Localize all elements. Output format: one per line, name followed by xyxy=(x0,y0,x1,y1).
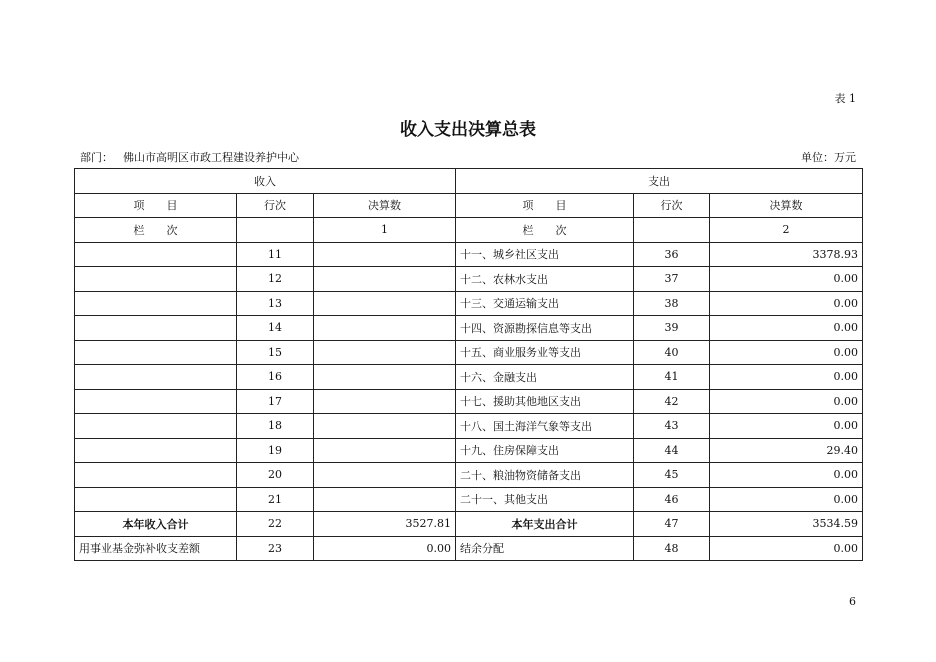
expense-item-cell: 十二、农林水支出 xyxy=(456,267,634,292)
expense-line-cell: 44 xyxy=(634,438,710,463)
department-label: 部门： xyxy=(80,151,113,164)
income-line-cell: 12 xyxy=(237,267,314,292)
income-amount-cell: 0.00 xyxy=(314,536,456,561)
expense-amount-cell: 0.00 xyxy=(710,340,863,365)
expense-item-header: 项 目 xyxy=(456,193,634,218)
table-number: 表 1 xyxy=(834,92,856,105)
income-line-cell: 17 xyxy=(237,389,314,414)
expense-line-cell: 37 xyxy=(634,267,710,292)
income-amount-cell xyxy=(314,414,456,439)
income-line-cell: 16 xyxy=(237,365,314,390)
page-title: 收入支出决算总表 xyxy=(400,120,536,140)
unit-label: 单位：万元 xyxy=(801,151,856,164)
income-amount-cell xyxy=(314,242,456,267)
income-item-header: 项 目 xyxy=(75,193,237,218)
income-line-cell: 22 xyxy=(237,512,314,537)
expense-amount-cell: 0.00 xyxy=(710,365,863,390)
expense-line-cell: 45 xyxy=(634,463,710,488)
income-line-cell: 11 xyxy=(237,242,314,267)
expense-amount-cell: 29.40 xyxy=(710,438,863,463)
expense-item-cell: 十七、援助其他地区支出 xyxy=(456,389,634,414)
table-row xyxy=(75,242,863,267)
column-number-label: 栏 次 xyxy=(75,218,237,243)
income-item-cell xyxy=(75,463,237,488)
income-item-cell xyxy=(75,267,237,292)
income-amount-cell xyxy=(314,365,456,390)
expense-item-cell: 十六、金融支出 xyxy=(456,365,634,390)
expense-item-cell: 十八、国土海洋气象等支出 xyxy=(456,414,634,439)
income-item-cell xyxy=(75,389,237,414)
table-row xyxy=(75,340,863,365)
table-row xyxy=(75,536,863,561)
income-item-cell xyxy=(75,438,237,463)
expense-line-cell: 38 xyxy=(634,291,710,316)
income-item-cell: 本年收入合计 xyxy=(75,512,237,537)
expense-column-number: 2 xyxy=(710,218,863,243)
expense-line-cell: 46 xyxy=(634,487,710,512)
income-item-cell xyxy=(75,242,237,267)
expense-amount-cell: 0.00 xyxy=(710,463,863,488)
expense-line-cell: 47 xyxy=(634,512,710,537)
expense-amount-cell: 0.00 xyxy=(710,267,863,292)
page-number: 6 xyxy=(849,595,856,608)
expense-line-cell: 42 xyxy=(634,389,710,414)
income-amount-cell xyxy=(314,389,456,414)
expense-item-cell: 十五、商业服务业等支出 xyxy=(456,340,634,365)
column-header-row xyxy=(75,193,863,218)
expense-item-cell: 结余分配 xyxy=(456,536,634,561)
income-amount-cell: 3527.81 xyxy=(314,512,456,537)
expense-line-cell: 43 xyxy=(634,414,710,439)
table-row xyxy=(75,267,863,292)
expense-item-cell: 二十、粮油物资储备支出 xyxy=(456,463,634,488)
expense-amount-cell: 0.00 xyxy=(710,291,863,316)
expense-line-header: 行次 xyxy=(634,193,710,218)
income-item-cell xyxy=(75,291,237,316)
income-amount-cell xyxy=(314,316,456,341)
expense-line-cell: 39 xyxy=(634,316,710,341)
income-line-cell: 19 xyxy=(237,438,314,463)
column-number-label: 栏 次 xyxy=(456,218,634,243)
income-line-cell: 14 xyxy=(237,316,314,341)
expense-line-cell: 36 xyxy=(634,242,710,267)
income-line-cell: 21 xyxy=(237,487,314,512)
totals-row xyxy=(75,512,863,537)
income-amount-cell xyxy=(314,291,456,316)
income-item-cell xyxy=(75,316,237,341)
department-name: 佛山市高明区市政工程建设养护中心 xyxy=(123,151,299,164)
income-amount-cell xyxy=(314,463,456,488)
expense-group-header: 支出 xyxy=(456,169,863,194)
income-expense-table xyxy=(74,168,863,561)
table-row xyxy=(75,389,863,414)
empty-cell xyxy=(237,218,314,243)
income-amount-cell xyxy=(314,487,456,512)
income-amount-cell xyxy=(314,340,456,365)
column-number-row xyxy=(75,218,863,243)
table-row xyxy=(75,463,863,488)
expense-line-cell: 48 xyxy=(634,536,710,561)
expense-amount-cell: 3534.59 xyxy=(710,512,863,537)
table-row xyxy=(75,316,863,341)
expense-line-cell: 40 xyxy=(634,340,710,365)
expense-item-cell: 二十一、其他支出 xyxy=(456,487,634,512)
expense-amount-cell: 0.00 xyxy=(710,536,863,561)
income-group-header: 收入 xyxy=(75,169,456,194)
expense-amount-cell: 3378.93 xyxy=(710,242,863,267)
expense-amount-cell: 0.00 xyxy=(710,414,863,439)
expense-amount-cell: 0.00 xyxy=(710,316,863,341)
expense-item-cell: 十九、住房保障支出 xyxy=(456,438,634,463)
income-item-cell xyxy=(75,487,237,512)
income-item-cell xyxy=(75,340,237,365)
income-line-cell: 13 xyxy=(237,291,314,316)
income-column-number: 1 xyxy=(314,218,456,243)
table-row xyxy=(75,291,863,316)
income-line-cell: 15 xyxy=(237,340,314,365)
table-row xyxy=(75,487,863,512)
expense-item-cell: 本年支出合计 xyxy=(456,512,634,537)
table-row xyxy=(75,438,863,463)
income-item-cell: 用事业基金弥补收支差额 xyxy=(75,536,237,561)
expense-item-cell: 十四、资源勘探信息等支出 xyxy=(456,316,634,341)
income-item-cell xyxy=(75,414,237,439)
expense-item-cell: 十一、城乡社区支出 xyxy=(456,242,634,267)
income-amount-cell xyxy=(314,267,456,292)
empty-cell xyxy=(634,218,710,243)
income-line-cell: 20 xyxy=(237,463,314,488)
group-header-row xyxy=(75,169,863,194)
income-item-cell xyxy=(75,365,237,390)
expense-line-cell: 41 xyxy=(634,365,710,390)
income-amount-header: 决算数 xyxy=(314,193,456,218)
income-line-cell: 18 xyxy=(237,414,314,439)
expense-amount-cell: 0.00 xyxy=(710,389,863,414)
department-line xyxy=(80,149,299,165)
expense-amount-cell: 0.00 xyxy=(710,487,863,512)
expense-amount-header: 决算数 xyxy=(710,193,863,218)
expense-item-cell: 十三、交通运输支出 xyxy=(456,291,634,316)
table-row xyxy=(75,414,863,439)
income-line-header: 行次 xyxy=(237,193,314,218)
table-row xyxy=(75,365,863,390)
income-line-cell: 23 xyxy=(237,536,314,561)
income-amount-cell xyxy=(314,438,456,463)
